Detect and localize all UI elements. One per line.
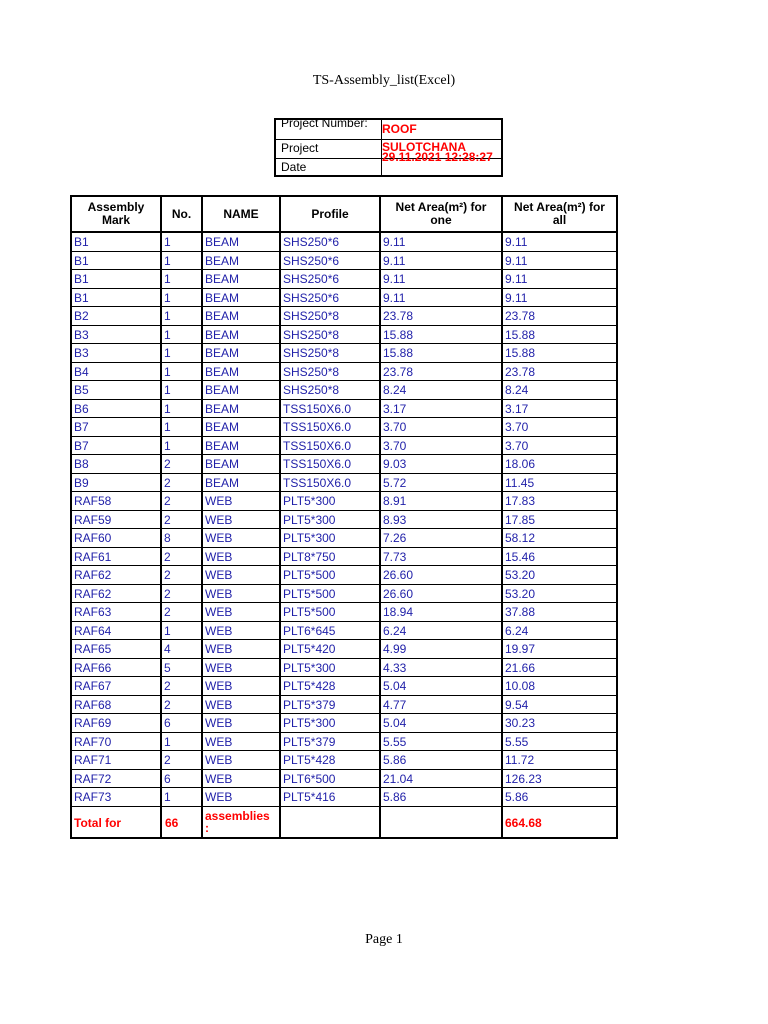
name-cell: BEAM xyxy=(205,346,240,360)
no-cell: 2 xyxy=(164,494,171,508)
net-area-one-cell: 9.11 xyxy=(383,253,406,268)
net-area-all-cell: 53.20 xyxy=(505,586,536,601)
profile-cell: PLT5*300 xyxy=(283,494,336,508)
no-cell: 6 xyxy=(164,771,171,786)
name-cell: BEAM xyxy=(205,272,240,286)
name-cell: WEB xyxy=(205,697,233,712)
profile-cell: PLT6*645 xyxy=(283,623,336,638)
name-cell: BEAM xyxy=(205,253,240,268)
net-area-one-cell: 23.78 xyxy=(383,309,414,323)
assembly-mark-cell: B4 xyxy=(74,364,89,379)
table-row xyxy=(72,529,616,548)
net-area-one-cell: 26.60 xyxy=(383,586,414,601)
net-area-one-cell: 5.86 xyxy=(383,790,407,804)
name-cell: BEAM xyxy=(205,457,240,471)
no-cell: 1 xyxy=(164,364,171,379)
profile-cell: PLT6*500 xyxy=(283,771,336,786)
profile-cell: TSS150X6.0 xyxy=(283,475,352,490)
assembly-table xyxy=(70,195,618,839)
net-area-one-cell: 5.55 xyxy=(383,734,407,749)
table-row xyxy=(72,770,616,789)
project-number-row xyxy=(276,116,501,139)
assembly-mark-cell: B3 xyxy=(74,327,89,342)
no-cell: 2 xyxy=(164,568,171,582)
assembly-mark-cell: RAF59 xyxy=(74,512,112,527)
no-cell: 1 xyxy=(164,309,171,323)
net-area-all-cell: 5.55 xyxy=(505,734,529,749)
assembly-mark-cell: RAF71 xyxy=(74,753,112,767)
name-cell: BEAM xyxy=(205,235,240,249)
net-area-all-cell: 15.88 xyxy=(505,346,536,360)
net-area-all-cell: 17.85 xyxy=(505,512,536,527)
project-value: SULOTCHANA xyxy=(382,140,466,154)
no-cell: 2 xyxy=(164,697,171,712)
no-cell: 2 xyxy=(164,457,171,471)
profile-cell: TSS150X6.0 xyxy=(283,438,352,453)
net-area-one-cell: 15.88 xyxy=(383,346,414,360)
no-cell: 1 xyxy=(164,623,171,638)
assembly-mark-cell: RAF63 xyxy=(74,605,112,619)
table-row xyxy=(72,474,616,493)
project-number-label: Project Number: xyxy=(281,116,368,130)
table-row xyxy=(72,585,616,604)
net-area-all-cell: 3.70 xyxy=(505,438,529,453)
net-area-all-cell: 17.83 xyxy=(505,494,536,508)
net-area-one-cell: 15.88 xyxy=(383,327,414,342)
table-row xyxy=(72,640,616,659)
total-count: 66 xyxy=(165,815,179,830)
assembly-mark-cell: RAF73 xyxy=(74,790,112,804)
net-area-one-cell: 5.04 xyxy=(383,716,407,730)
name-cell: BEAM xyxy=(205,420,240,434)
name-cell: WEB xyxy=(205,660,233,675)
assembly-mark-cell: RAF67 xyxy=(74,679,112,693)
header-net-area-all: Net Area(m²) for all xyxy=(514,200,605,227)
assembly-mark-cell: B1 xyxy=(74,290,89,305)
table-row xyxy=(72,788,616,807)
table-row xyxy=(72,344,616,363)
no-cell: 1 xyxy=(164,272,171,286)
assembly-mark-cell: B7 xyxy=(74,438,89,453)
net-area-all-cell: 30.23 xyxy=(505,716,536,730)
name-cell: WEB xyxy=(205,586,233,601)
assembly-mark-cell: RAF72 xyxy=(74,771,112,786)
assembly-mark-cell: RAF66 xyxy=(74,660,112,675)
net-area-all-cell: 8.24 xyxy=(505,383,529,397)
no-cell: 2 xyxy=(164,586,171,601)
profile-cell: PLT5*428 xyxy=(283,753,336,767)
profile-cell: SHS250*8 xyxy=(283,327,340,342)
no-cell: 8 xyxy=(164,531,171,545)
table-body xyxy=(72,233,616,807)
name-cell: WEB xyxy=(205,753,233,767)
table-row xyxy=(72,418,616,437)
profile-cell: SHS250*8 xyxy=(283,346,340,360)
net-area-one-cell: 9.03 xyxy=(383,457,407,471)
profile-cell: PLT5*300 xyxy=(283,660,336,675)
profile-cell: PLT5*500 xyxy=(283,568,336,582)
net-area-one-cell: 3.70 xyxy=(383,420,407,434)
assembly-mark-cell: B1 xyxy=(74,235,89,249)
total-row xyxy=(72,807,616,837)
net-area-one-cell: 3.17 xyxy=(383,401,407,416)
assembly-mark-cell: RAF68 xyxy=(74,697,112,712)
total-unit: assemblies : xyxy=(205,808,270,835)
name-cell: WEB xyxy=(205,568,233,582)
no-cell: 2 xyxy=(164,512,171,527)
name-cell: WEB xyxy=(205,512,233,527)
table-row xyxy=(72,400,616,419)
project-number-value: ROOF xyxy=(382,122,417,136)
profile-cell: SHS250*8 xyxy=(283,309,340,323)
net-area-all-cell: 126.23 xyxy=(505,771,542,786)
net-area-all-cell: 15.46 xyxy=(505,549,536,564)
net-area-one-cell: 6.24 xyxy=(383,623,407,638)
no-cell: 1 xyxy=(164,420,171,434)
table-row xyxy=(72,622,616,641)
profile-cell: SHS250*8 xyxy=(283,383,340,397)
assembly-mark-cell: RAF62 xyxy=(74,568,112,582)
table-row xyxy=(72,307,616,326)
table-row xyxy=(72,233,616,252)
name-cell: BEAM xyxy=(205,401,240,416)
profile-cell: PLT5*500 xyxy=(283,605,336,619)
name-cell: WEB xyxy=(205,679,233,693)
name-cell: BEAM xyxy=(205,364,240,379)
no-cell: 2 xyxy=(164,549,171,564)
net-area-all-cell: 9.11 xyxy=(505,253,528,268)
table-row xyxy=(72,492,616,511)
assembly-mark-cell: B7 xyxy=(74,420,89,434)
assembly-mark-cell: B1 xyxy=(74,272,89,286)
table-row xyxy=(72,455,616,474)
total-label: Total for xyxy=(74,815,122,830)
net-area-all-cell: 3.17 xyxy=(505,401,529,416)
date-row xyxy=(276,150,501,178)
assembly-mark-cell: B9 xyxy=(74,475,89,490)
project-label: Project xyxy=(281,141,319,155)
no-cell: 1 xyxy=(164,327,171,342)
profile-cell: PLT5*300 xyxy=(283,716,336,730)
net-area-all-cell: 6.24 xyxy=(505,623,529,638)
header-no: No. xyxy=(171,206,192,221)
profile-cell: SHS250*6 xyxy=(283,272,340,286)
no-cell: 6 xyxy=(164,716,171,730)
profile-cell: PLT5*420 xyxy=(283,642,336,656)
net-area-one-cell: 4.99 xyxy=(383,642,407,656)
table-row xyxy=(72,659,616,678)
profile-cell: PLT5*300 xyxy=(283,531,336,545)
profile-cell: PLT5*379 xyxy=(283,734,336,749)
net-area-one-cell: 9.11 xyxy=(383,290,406,305)
no-cell: 1 xyxy=(164,790,171,804)
assembly-mark-cell: B1 xyxy=(74,253,89,268)
profile-cell: TSS150X6.0 xyxy=(283,457,352,471)
net-area-all-cell: 23.78 xyxy=(505,364,536,379)
net-area-all-cell: 58.12 xyxy=(505,531,536,545)
table-row xyxy=(72,363,616,382)
name-cell: WEB xyxy=(205,531,233,545)
net-area-one-cell: 9.11 xyxy=(383,272,406,286)
name-cell: BEAM xyxy=(205,290,240,305)
profile-cell: SHS250*8 xyxy=(283,364,340,379)
name-cell: WEB xyxy=(205,494,233,508)
assembly-mark-cell: RAF58 xyxy=(74,494,112,508)
header-assembly-mark: Assembly Mark xyxy=(87,200,145,227)
name-cell: WEB xyxy=(205,623,233,638)
no-cell: 2 xyxy=(164,679,171,693)
net-area-all-cell: 18.06 xyxy=(505,457,536,471)
table-row xyxy=(72,733,616,752)
net-area-all-cell: 15.88 xyxy=(505,327,536,342)
table-row xyxy=(72,326,616,345)
name-cell: WEB xyxy=(205,605,233,619)
assembly-mark-cell: RAF65 xyxy=(74,642,112,656)
profile-cell: PLT8*750 xyxy=(283,549,336,564)
net-area-one-cell: 18.94 xyxy=(383,605,414,619)
net-area-one-cell: 9.11 xyxy=(383,235,406,249)
name-cell: WEB xyxy=(205,734,233,749)
total-value: 664.68 xyxy=(505,815,542,830)
no-cell: 1 xyxy=(164,383,171,397)
net-area-one-cell: 26.60 xyxy=(383,568,414,582)
net-area-all-cell: 11.45 xyxy=(505,475,535,490)
profile-cell: TSS150X6.0 xyxy=(283,420,352,434)
profile-cell: PLT5*416 xyxy=(283,790,336,804)
profile-cell: PLT5*428 xyxy=(283,679,336,693)
project-info-box xyxy=(274,118,503,177)
profile-cell: PLT5*300 xyxy=(283,512,336,527)
table-row xyxy=(72,566,616,585)
assembly-mark-cell: RAF64 xyxy=(74,623,112,638)
date-label: Date xyxy=(281,160,307,174)
assembly-mark-cell: B8 xyxy=(74,457,89,471)
table-row xyxy=(72,511,616,530)
assembly-mark-cell: B3 xyxy=(74,346,89,360)
table-row xyxy=(72,751,616,770)
profile-cell: TSS150X6.0 xyxy=(283,401,352,416)
net-area-one-cell: 5.04 xyxy=(383,679,407,693)
assembly-mark-cell: RAF70 xyxy=(74,734,112,749)
net-area-one-cell: 4.33 xyxy=(383,660,407,675)
profile-cell: SHS250*6 xyxy=(283,290,340,305)
name-cell: BEAM xyxy=(205,438,240,453)
assembly-mark-cell: B6 xyxy=(74,401,89,416)
no-cell: 1 xyxy=(164,290,171,305)
no-cell: 1 xyxy=(164,235,171,249)
net-area-all-cell: 10.08 xyxy=(505,679,536,693)
name-cell: WEB xyxy=(205,771,233,786)
net-area-one-cell: 7.73 xyxy=(383,549,407,564)
name-cell: WEB xyxy=(205,790,233,804)
profile-cell: SHS250*6 xyxy=(283,253,340,268)
no-cell: 1 xyxy=(164,253,171,268)
table-row xyxy=(72,289,616,308)
table-row xyxy=(72,437,616,456)
net-area-all-cell: 23.78 xyxy=(505,309,536,323)
net-area-one-cell: 4.77 xyxy=(383,697,407,712)
page-number: Page 1 xyxy=(365,932,403,947)
table-header xyxy=(72,197,616,233)
table-row xyxy=(72,603,616,622)
no-cell: 2 xyxy=(164,475,171,490)
name-cell: BEAM xyxy=(205,475,240,490)
net-area-all-cell: 9.54 xyxy=(505,697,529,712)
net-area-one-cell: 8.93 xyxy=(383,512,407,527)
net-area-all-cell: 5.86 xyxy=(505,790,529,804)
profile-cell: SHS250*6 xyxy=(283,235,340,249)
assembly-mark-cell: B2 xyxy=(74,309,89,323)
table-row xyxy=(72,714,616,733)
net-area-one-cell: 21.04 xyxy=(383,771,414,786)
table-row xyxy=(72,252,616,271)
header-profile: Profile xyxy=(311,206,349,221)
date-value: 29.11.2021 12:28:27 xyxy=(382,150,493,164)
name-cell: BEAM xyxy=(205,383,240,397)
no-cell: 5 xyxy=(164,660,171,675)
no-cell: 2 xyxy=(164,753,171,767)
net-area-one-cell: 8.91 xyxy=(383,494,407,508)
table-row xyxy=(72,696,616,715)
net-area-all-cell: 37.88 xyxy=(505,605,536,619)
net-area-all-cell: 53.20 xyxy=(505,568,536,582)
assembly-mark-cell: RAF61 xyxy=(74,549,112,564)
net-area-one-cell: 7.26 xyxy=(383,531,407,545)
profile-cell: PLT5*500 xyxy=(283,586,336,601)
name-cell: WEB xyxy=(205,642,233,656)
name-cell: WEB xyxy=(205,549,233,564)
net-area-one-cell: 3.70 xyxy=(383,438,407,453)
name-cell: BEAM xyxy=(205,309,240,323)
net-area-all-cell: 19.97 xyxy=(505,642,536,656)
net-area-all-cell: 21.66 xyxy=(505,660,536,675)
header-net-area-one: Net Area(m²) for one xyxy=(395,200,487,227)
no-cell: 1 xyxy=(164,401,171,416)
no-cell: 1 xyxy=(164,438,171,453)
assembly-mark-cell: B5 xyxy=(74,383,89,397)
no-cell: 2 xyxy=(164,605,171,619)
assembly-mark-cell: RAF62 xyxy=(74,586,112,601)
net-area-one-cell: 23.78 xyxy=(383,364,414,379)
no-cell: 1 xyxy=(164,346,171,360)
no-cell: 4 xyxy=(164,642,171,656)
assembly-mark-cell: RAF60 xyxy=(74,531,112,545)
net-area-one-cell: 5.86 xyxy=(383,753,407,767)
table-row xyxy=(72,270,616,289)
table-row xyxy=(72,677,616,696)
table-row xyxy=(72,548,616,567)
name-cell: BEAM xyxy=(205,327,240,342)
net-area-all-cell: 11.72 xyxy=(505,753,535,767)
document-title: TS-Assembly_list(Excel) xyxy=(312,73,456,88)
net-area-all-cell: 9.11 xyxy=(505,272,528,286)
net-area-one-cell: 5.72 xyxy=(383,475,407,490)
name-cell: WEB xyxy=(205,716,233,730)
no-cell: 1 xyxy=(164,734,171,749)
net-area-all-cell: 9.11 xyxy=(505,235,528,249)
assembly-mark-cell: RAF69 xyxy=(74,716,112,730)
profile-cell: PLT5*379 xyxy=(283,697,336,712)
header-name: NAME xyxy=(223,206,259,221)
net-area-one-cell: 8.24 xyxy=(383,383,407,397)
net-area-all-cell: 3.70 xyxy=(505,420,529,434)
table-row xyxy=(72,381,616,400)
net-area-all-cell: 9.11 xyxy=(505,290,528,305)
